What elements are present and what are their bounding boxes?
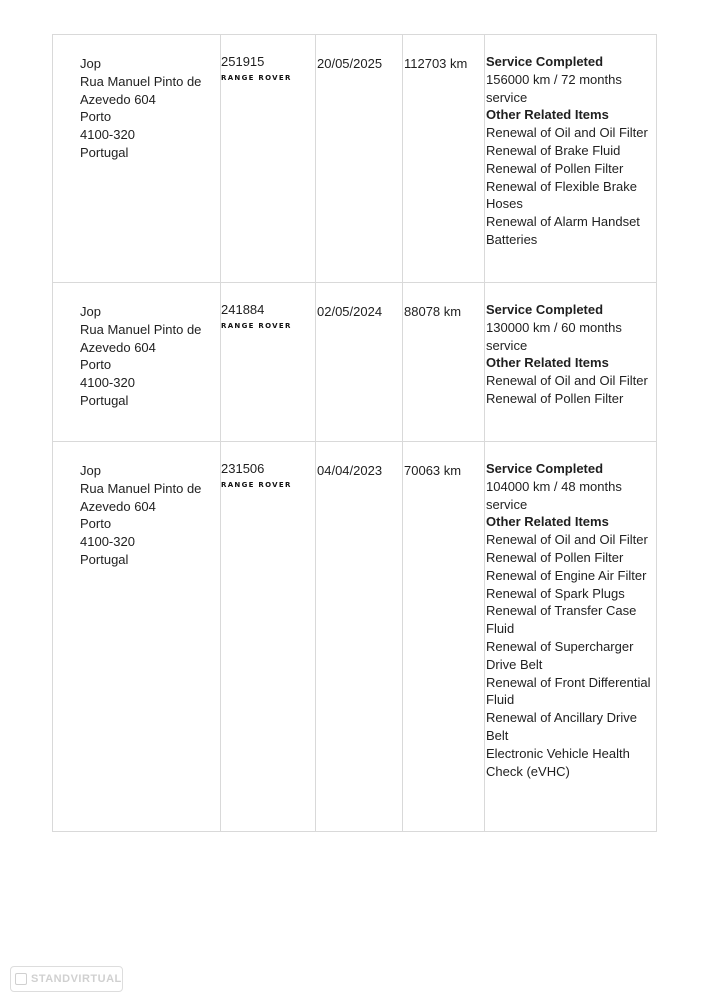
service-details-cell [485, 442, 657, 832]
dealer-postcode: 4100-320 [80, 127, 135, 143]
service-details-cell [485, 35, 657, 283]
table-row [53, 283, 657, 442]
dealer-city: Porto [80, 516, 112, 532]
other-items-heading: Other Related Items [486, 355, 609, 371]
watermark-logo-icon [15, 973, 27, 985]
table-row [53, 35, 657, 283]
dealer-address-line: Azevedo 604 [80, 339, 156, 355]
dealer-city: Porto [80, 357, 112, 373]
related-item: Renewal of Flexible Brake Hoses [486, 178, 638, 212]
dealer-postcode: 4100-320 [80, 534, 135, 550]
dealer-name: Jop [80, 56, 101, 71]
vin-number: 251915 [221, 54, 265, 69]
range-rover-logo: RANGE ROVER [221, 321, 292, 330]
dealer-name: Jop [80, 304, 101, 319]
service-history-table [52, 34, 657, 832]
related-item: Renewal of Spark Plugs [486, 585, 625, 601]
related-item: Renewal of Transfer Case Fluid [486, 603, 637, 637]
service-mileage: 112703 km [403, 35, 485, 283]
dealer-postcode: 4100-320 [80, 375, 135, 391]
dealer-country: Portugal [80, 392, 129, 408]
service-completed-heading: Service Completed [486, 302, 604, 317]
related-item: Renewal of Supercharger Drive Belt [486, 638, 634, 672]
vin-cell [221, 283, 316, 442]
dealer-cell [53, 35, 221, 283]
related-item: Renewal of Pollen Filter [486, 160, 624, 176]
dealer-address-line: Azevedo 604 [80, 498, 156, 514]
standvirtual-watermark [10, 966, 123, 992]
related-item: Renewal of Pollen Filter [486, 549, 624, 565]
service-date: 20/05/2025 [316, 35, 403, 283]
dealer-cell [53, 442, 221, 832]
vin-cell [221, 442, 316, 832]
related-item: Renewal of Oil and Oil Filter [486, 125, 648, 141]
other-items-heading: Other Related Items [486, 107, 609, 123]
service-description: 156000 km / 72 months service [486, 71, 622, 105]
service-mileage: 70063 km [403, 442, 485, 832]
service-date: 02/05/2024 [316, 283, 403, 442]
dealer-address-line: Azevedo 604 [80, 91, 156, 107]
range-rover-logo: RANGE ROVER [221, 73, 292, 82]
related-item: Renewal of Engine Air Filter [486, 567, 647, 583]
vin-cell [221, 35, 316, 283]
related-item: Electronic Vehicle Health Check (eVHC) [486, 745, 630, 779]
service-completed-heading: Service Completed [486, 461, 604, 476]
dealer-address-line: Rua Manuel Pinto de [80, 480, 202, 496]
service-details-cell [485, 283, 657, 442]
service-description: 104000 km / 48 months service [486, 478, 622, 512]
range-rover-logo: RANGE ROVER [221, 480, 292, 489]
vin-number: 241884 [221, 302, 265, 317]
dealer-address-line: Rua Manuel Pinto de [80, 73, 202, 89]
dealer-name: Jop [80, 463, 101, 478]
dealer-country: Portugal [80, 551, 129, 567]
service-completed-heading: Service Completed [486, 54, 604, 69]
other-items-heading: Other Related Items [486, 514, 609, 530]
related-item: Renewal of Pollen Filter [486, 390, 624, 406]
dealer-cell [53, 283, 221, 442]
related-item: Renewal of Front Differential Fluid [486, 674, 651, 708]
watermark-text: STANDVIRTUAL [31, 973, 122, 985]
service-mileage: 88078 km [403, 283, 485, 442]
dealer-city: Porto [80, 109, 112, 125]
service-description: 130000 km / 60 months service [486, 319, 622, 353]
service-date: 04/04/2023 [316, 442, 403, 832]
related-item: Renewal of Alarm Handset Batteries [486, 214, 640, 247]
dealer-country: Portugal [80, 144, 129, 160]
dealer-address-line: Rua Manuel Pinto de [80, 321, 202, 337]
related-item: Renewal of Oil and Oil Filter [486, 373, 648, 389]
related-item: Renewal of Brake Fluid [486, 142, 621, 158]
related-item: Renewal of Ancillary Drive Belt [486, 710, 638, 743]
vin-number: 231506 [221, 461, 265, 476]
related-item: Renewal of Oil and Oil Filter [486, 532, 648, 548]
table-row [53, 442, 657, 832]
